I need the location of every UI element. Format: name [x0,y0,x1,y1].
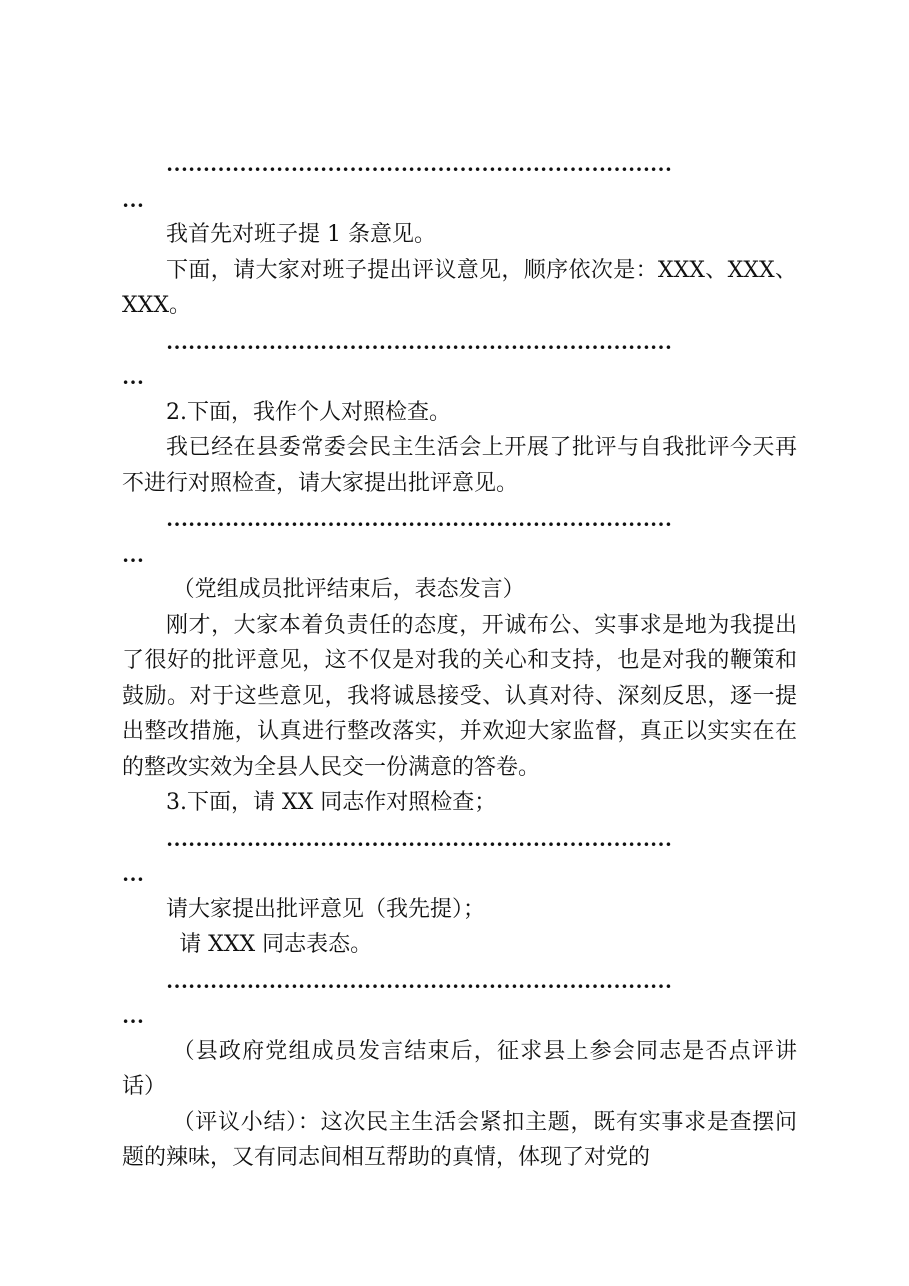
paragraph-self-criticism: 我已经在县委常委会民主生活会上开展了批评与自我批评今天再不进行对照检查，请大家提出批评意见。 [122,435,797,496]
ellipsis-divider: …………………………………………………………… [166,825,672,851]
paragraph-response-speech: 刚才，大家本着负责任的态度，开诚布公、实事求是地为我提出了很好的批评意见，这不仅是对我的关心和支持，也是对我的鞭策和鼓励。对于这些意见，我将诚恳接受、认真对待、深刻反思，逐一提出整改措施，认真进行整改落实，并欢迎大家监督，真正以实实在在的整改实效为全县人民交一份满意的答卷。 [122,612,797,780]
paragraph-summary: （评议小结）：这次民主生活会紧扣主题，既有实事求是查摆问题的辣味，又有同志间相互帮助的真情，体现了对党的 [122,1109,797,1170]
ellipsis-divider: …………………………………………………………… [166,151,672,176]
ellipsis-divider-tail: … [122,364,144,389]
paragraph-section-3: 3.下面，请 XX 同志作对照检查； [166,790,497,815]
paragraph-section-2: 2.下面，我作个人对照检查。 [166,399,451,425]
ellipsis-divider-tail: … [122,186,144,212]
ellipsis-divider-tail: … [122,861,144,886]
ellipsis-divider: …………………………………………………………… [166,328,672,354]
paragraph-statement: 请 XXX 同志表态。 [179,932,373,957]
paragraph-invite-comments: 下面，请大家对班子提出评议意见，顺序依次是：XXX、XXX、XXX。 [122,257,797,318]
paragraph-request-criticism: 请大家提出批评意见（我先提）； [166,896,486,922]
paragraph-closing-note: （县政府党组成员发言结束后，征求县上参会同志是否点评讲话） [122,1038,797,1099]
ellipsis-divider: …………………………………………………………… [166,967,672,993]
ellipsis-divider: …………………………………………………………… [166,506,672,531]
document-body [122,146,797,1176]
ellipsis-divider-tail: … [122,1003,144,1028]
ellipsis-divider-tail: … [122,541,144,567]
paragraph-stage-note: （党组成员批评结束后，表态发言） [172,577,525,602]
paragraph-first-opinion: 我首先对班子提 1 条意见。 [166,222,436,247]
